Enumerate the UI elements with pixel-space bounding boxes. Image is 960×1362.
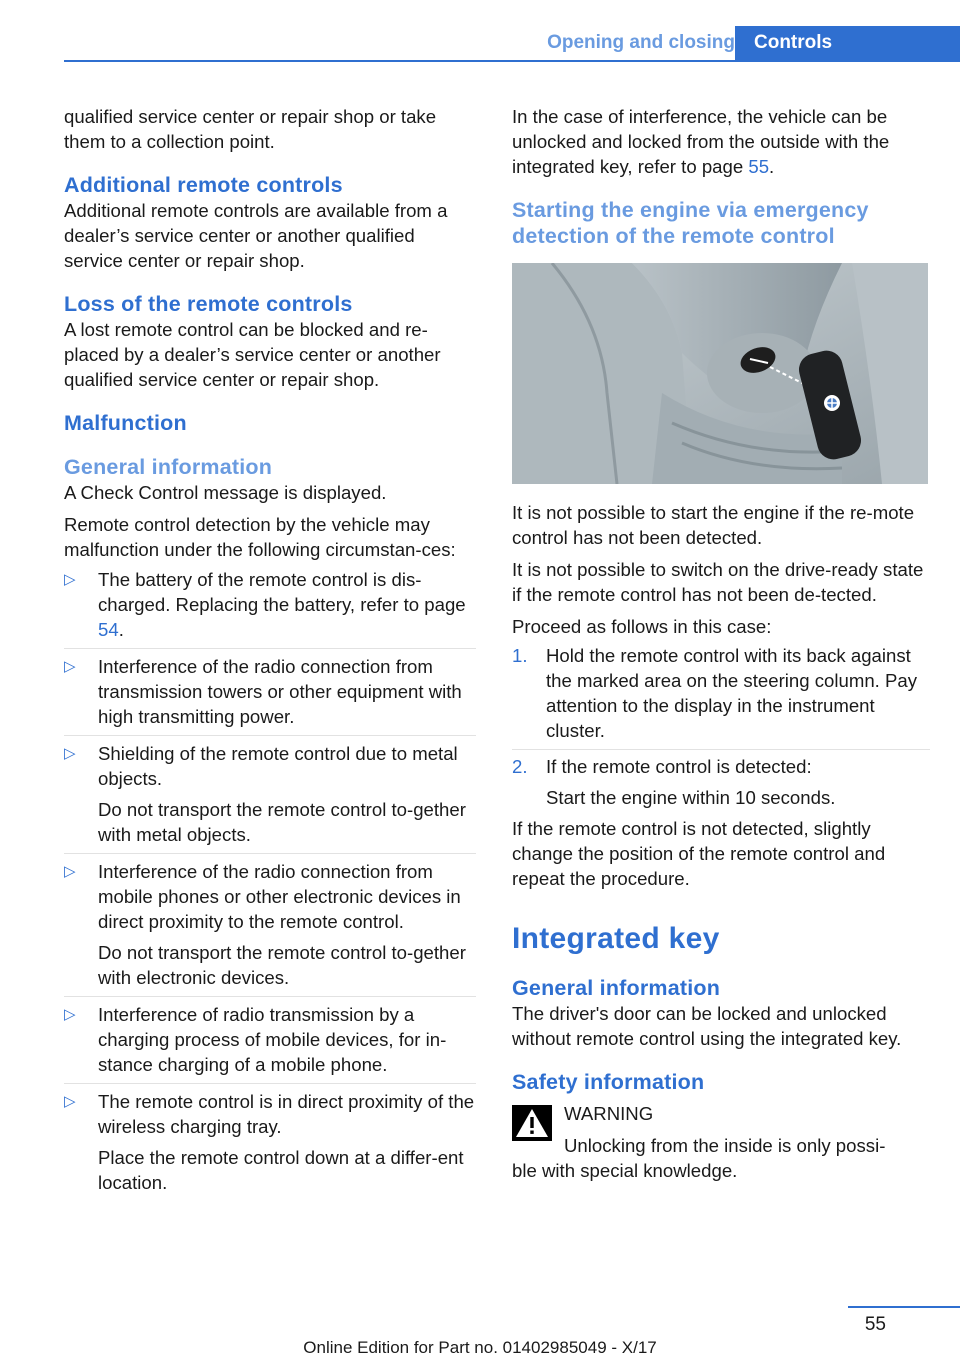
heading-safety-information: Safety information	[512, 1070, 705, 1094]
bullet-triangle-icon: ▷	[64, 1093, 76, 1110]
list-item	[64, 997, 476, 1084]
bullet-subtext: Do not transport the remote control to‐gether with electronic devices.	[98, 942, 466, 988]
interference-paragraph	[512, 104, 930, 179]
left-column	[64, 104, 476, 1201]
header-chapter-tab[interactable]: Controls	[735, 26, 960, 60]
warning-text-continued: ble with special knowledge.	[512, 1160, 738, 1181]
bullet-subtext: Do not transport the remote control to‐gether with metal objects.	[98, 799, 466, 845]
warning-triangle-icon	[512, 1105, 552, 1141]
list-item	[64, 649, 476, 736]
page-link-55[interactable]: 55	[748, 156, 770, 177]
bullet-text: Interference of the radio connection from transmission towers or other equipment with high transmitting power.	[98, 656, 462, 727]
list-item	[64, 736, 476, 854]
heading-starting-engine: Starting the engine via emergency detection of the remote control	[512, 198, 869, 248]
bullet-text: Interference of the radio connection from mobile phones or other electronic devices in direct proximity to the remote control.	[98, 861, 461, 932]
proceed-paragraph: Proceed as follows in this case:	[512, 616, 772, 637]
list-item	[64, 562, 476, 649]
list-item	[512, 639, 930, 750]
heading-loss-remote-controls: Loss of the remote controls	[64, 292, 353, 316]
bullet-triangle-icon: ▷	[64, 1006, 76, 1023]
not-start-paragraph: It is not possible to start the engine if the re‐mote control has not been detected.	[512, 502, 915, 548]
bullet-text-end: .	[118, 619, 124, 640]
bullet-text: Shielding of the remote control due to metal objects.	[98, 743, 458, 789]
not-detected-paragraph: If the remote control is not detected, slightly change the position of the remote control and repeat the procedure.	[512, 818, 886, 889]
detection-paragraph: Remote control detection by the vehicle may malfunction under the following circumstan‐ces:	[64, 514, 456, 560]
bullet-text: Interference of radio transmission by a charging process of mobile devices, for in‐stance charging of a mobile phone.	[98, 1004, 447, 1075]
not-switch-paragraph: It is not possible to switch on the drive-ready state if the remote control has not been de‐tected.	[512, 559, 924, 605]
interference-text-end: .	[769, 156, 775, 177]
footer-rule	[848, 1306, 960, 1308]
steering-column-remote-figure	[512, 263, 928, 484]
continuation-paragraph: qualified service center or repair shop or take them to a collection point.	[64, 106, 437, 152]
bullet-subtext: Place the remote control down at a differ‐ent location.	[98, 1147, 464, 1193]
bullet-triangle-icon: ▷	[64, 658, 76, 675]
bullet-triangle-icon: ▷	[64, 863, 76, 880]
warning-label: WARNING	[564, 1103, 654, 1124]
step-subtext: Start the engine within 10 seconds.	[546, 787, 836, 808]
page-link-54[interactable]: 54	[98, 619, 119, 640]
bullet-triangle-icon: ▷	[64, 745, 76, 762]
additional-paragraph: Additional remote controls are available from a dealer’s service center or another qualified service center or repair shop.	[64, 200, 448, 271]
loss-paragraph: A lost remote control can be blocked and re‐placed by a dealer’s service center or another qualified service center or repair shop.	[64, 319, 441, 390]
header-rule	[64, 60, 960, 62]
interference-text: In the case of interference, the vehicle can be unlocked and locked from the outside with the integrated key, refer to page	[512, 106, 890, 177]
heading-integrated-key: Integrated key	[512, 922, 720, 955]
warning-text: Unlocking from the inside is only possi‐	[564, 1135, 886, 1156]
page-number: 55	[864, 1314, 886, 1335]
door-paragraph: The driver's door can be locked and unlocked without remote control using the integrated key.	[512, 1003, 902, 1049]
step-number: 2.	[512, 756, 528, 777]
heading-general-information: General information	[64, 455, 273, 479]
step-text: If the remote control is detected:	[546, 756, 812, 777]
step-number: 1.	[512, 645, 528, 666]
heading-additional-remote-controls: Additional remote controls	[64, 173, 343, 197]
header-section-tab[interactable]: Opening and closing	[547, 32, 735, 53]
step-text: Hold the remote control with its back against the marked area on the steering column. Pay attention to the display in the instrument cluster.	[546, 645, 918, 741]
list-item	[64, 854, 476, 997]
bullet-triangle-icon: ▷	[64, 571, 76, 588]
warning-block	[512, 1101, 930, 1158]
edition-footer: Online Edition for Part no. 01402985049 - X/17	[303, 1338, 657, 1357]
malfunction-list	[64, 562, 476, 1201]
bullet-text: The battery of the remote control is dis‐charged. Replacing the battery, refer to page	[98, 569, 466, 615]
check-control-paragraph: A Check Control message is displayed.	[64, 482, 387, 503]
bullet-text: The remote control is in direct proximity of the wireless charging tray.	[98, 1091, 475, 1137]
procedure-steps	[512, 639, 930, 816]
right-column	[512, 104, 930, 1183]
list-item	[64, 1084, 476, 1201]
list-item	[512, 750, 930, 816]
heading-malfunction: Malfunction	[64, 411, 187, 435]
heading-general-information: General information	[512, 976, 721, 1000]
